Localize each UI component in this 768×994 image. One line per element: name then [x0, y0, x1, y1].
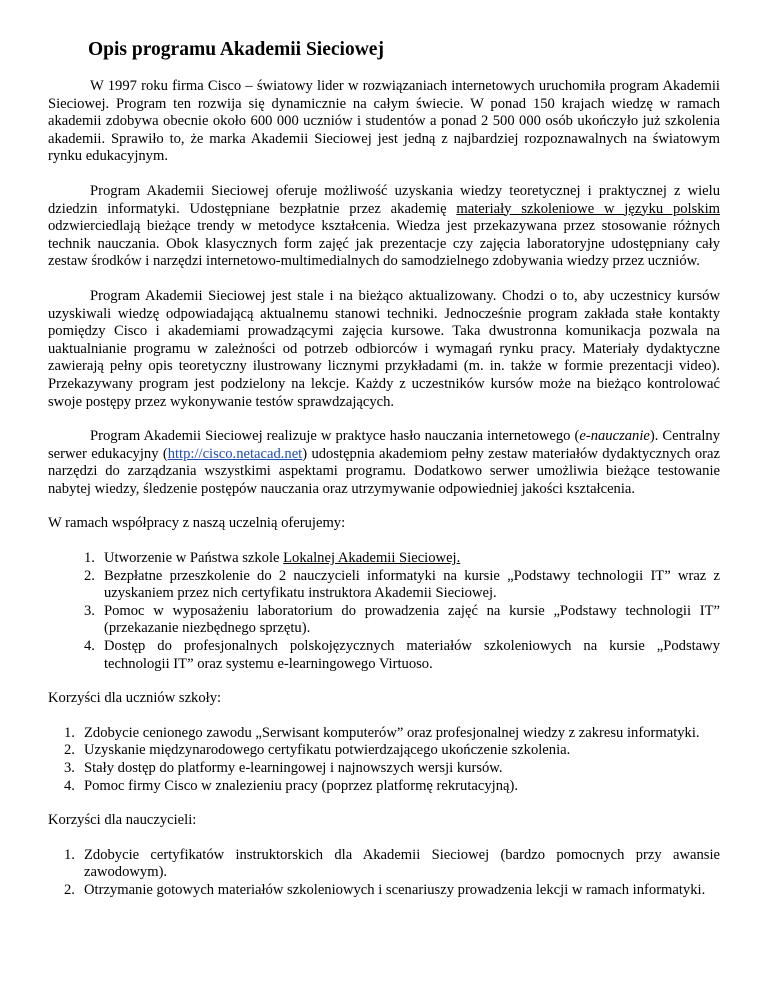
- paragraph-offer-description: [48, 183, 720, 271]
- list-item-text: Stały dostęp do platformy e-learningowej i najnowszych wersji kursów.: [84, 760, 503, 776]
- students-list: [48, 725, 720, 795]
- local-academy-text: Lokalnej Akademii Sieciowej.: [283, 550, 461, 567]
- paragraph-text: Program Akademii Sieciowej oferuje możliwość uzyskania wiedzy teoretycznej i praktycznej z wielu dziedzin informatyki. Udostępniane bezpłatnie przez akademię: [48, 182, 720, 217]
- list-number: 1.: [64, 724, 75, 741]
- offer-heading: W ramach współpracy z naszą uczelnią oferujemy:: [48, 515, 346, 532]
- list-item: [48, 847, 720, 882]
- list-item-text: Pomoc w wyposażeniu laboratorium do prowadzenia zajęć na kursie „Podstawy technologii IT” (przekazanie niezbędnego sprzętu).: [104, 602, 720, 637]
- list-item-text: Dostęp do profesjonalnych polskojęzycznych materiałów szkoleniowych na kursie „Podstawy technologii IT” oraz systemu e-learningowego Virtuoso.: [104, 638, 720, 672]
- page-title: Opis programu Akademii Sieciowej: [88, 39, 384, 60]
- list-number: 2.: [64, 742, 75, 759]
- list-item: [48, 725, 720, 743]
- list-item-text: Zdobycie certyfikatów instruktorskich dla Akademii Sieciowej (bardzo pomocnych przy awansie zawodowym).: [84, 846, 720, 881]
- list-number: 1.: [84, 550, 95, 567]
- list-item-text: Otrzymanie gotowych materiałów szkoleniowych i scenariuszy prowadzenia lekcji w ramach informatyki.: [84, 881, 706, 898]
- paragraph-intro: W 1997 roku firma Cisco – światowy lider w rozwiązaniach internetowych uruchomiła program Akademii Sieciowej. Program ten rozwija się dynamicznie na całym świecie. W ponad 150 krajach wiedzę w ramach akademii zdobywa obecnie około 600 000 uczniów i studentów a ponad 2 500 000 osób ukończyło już szkolenia akademii. Sprawiło to, że marka Akademii Sieciowej jest jedną z najbardziej rozpoznawalnych na światowym rynku edukacyjnym.: [48, 78, 720, 165]
- list-number: 3.: [84, 602, 95, 619]
- list-item-text: Pomoc firmy Cisco w znalezieniu pracy (poprzez platformę rekrutacyjną).: [84, 777, 518, 794]
- elearning-term: e-nauczanie: [579, 428, 650, 445]
- list-number: 2.: [84, 567, 95, 584]
- netacad-link[interactable]: http://cisco.netacad.net: [167, 445, 303, 462]
- materials-link-text: materiały szkoleniowe w języku polskim: [456, 200, 720, 217]
- list-number: 2.: [64, 881, 75, 898]
- paragraph-updates: Program Akademii Sieciowej jest stale i na bieżąco aktualizowany. Chodzi o to, aby uczestnicy kursów uzyskiwali wiedzę odpowiadającą aktualnemu stanowi techniki. Jednocześnie program zakłada stałe kontakty pomiędzy Cisco i akademiami prowadzącymi zajęcia kursowe. Taka dwustronna komunikacja pozwala na uaktualnianie programu w zależności od potrzeb odbiorców i wymagań rynku pracy. Materiały dydaktyczne zawierają pełny opis teoretyczny ilustrowany licznymi przykładami (m. in. także w formie prezentacji video). Przekazywany program jest podzielony na lekcje. Każdy z uczestników kursów może na bieżąco kontrolować swoje postępy przez wykonywanie testów sprawdzających.: [48, 287, 720, 410]
- list-item-text: Uzyskanie międzynarodowego certyfikatu potwierdzającego ukończenie szkolenia.: [84, 742, 571, 759]
- list-item-text: Utworzenie w Państwa szkole: [104, 550, 284, 567]
- list-number: 3.: [64, 760, 75, 776]
- paragraph-text: ) udostępnia akademiom pełny zestaw materiałów dydaktycznych oraz narzędzi do zarządzania wszystkimi aspektami programu. Dodatkowo serwer umożliwia bieżące testowanie nabytej wiedzy, śledzenie postępów nauczania oraz utrzymywanie odpowiedniej jakości kształcenia.: [48, 445, 720, 497]
- list-item: [48, 760, 720, 778]
- offer-list: [48, 550, 720, 673]
- list-item: [48, 778, 720, 796]
- list-item-text: Bezpłatne przeszkolenie do 2 nauczycieli informatyki na kursie „Podstawy technologii IT” wraz z uzyskaniem przez nich certyfikatu instruktora Akademii Sieciowej.: [104, 567, 720, 602]
- paragraph-text: Program Akademii Sieciowej realizuje w praktyce hasło nauczania internetowego (: [90, 428, 580, 445]
- list-number: 4.: [64, 777, 75, 794]
- teachers-heading: Korzyści dla nauczycieli:: [48, 812, 197, 829]
- list-item: [68, 550, 720, 568]
- teachers-list: [48, 847, 720, 900]
- paragraph-text: odzwierciedlają bieżące trendy w metodyce kształcenia. Wiedza jest przekazywana przez stosowanie różnych technik nauczania. Obok klasycznych form zajęć jak prezentacje czy zajęcia laboratoryjne udostępniany cały zestaw środków i narzędzi internetowo-multimedialnych do samodzielnego zdobywania wiedzy przez uczniów.: [48, 218, 720, 270]
- list-item: [48, 882, 720, 900]
- list-number: 4.: [84, 638, 95, 655]
- list-number: 1.: [64, 846, 75, 863]
- list-item: [68, 638, 720, 673]
- students-heading: Korzyści dla uczniów szkoły:: [48, 690, 222, 707]
- list-item-text: Zdobycie cenionego zawodu „Serwisant komputerów” oraz profesjonalnej wiedzy z zakresu informatyki.: [84, 724, 700, 741]
- list-item: [68, 568, 720, 603]
- paragraph-text: ). Centralny serwer edukacyjny (: [48, 428, 720, 462]
- list-item: [68, 603, 720, 638]
- list-item: [48, 742, 720, 760]
- paragraph-elearning: [48, 428, 720, 498]
